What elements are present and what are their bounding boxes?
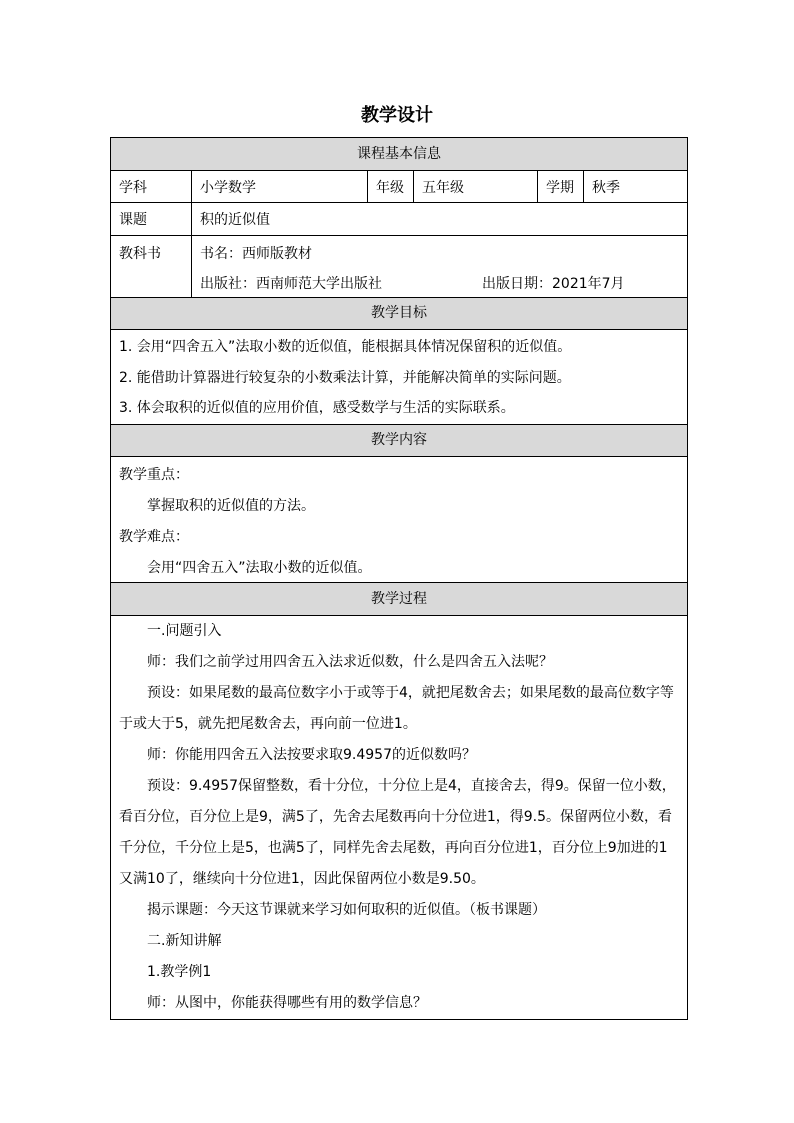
process-paragraph: 二.新知讲解	[147, 933, 222, 949]
process-paragraph: 揭示课题：今天这节课就来学习如何取积的近似值。（板书课题）	[147, 902, 546, 918]
basic-info-header: 课程基本信息	[111, 138, 687, 171]
process-paragraph: 一.问题引入	[147, 623, 222, 639]
term-value: 秋季	[583, 171, 687, 202]
process-paragraph: 预设：如果尾数的最高位数字小于或等于4，就把尾数舍去；如果尾数的最高位数字等于或大于5，就先把尾数舍去，再向前一位进1。	[119, 685, 674, 732]
objective-item: 1. 会用“四舍五入”法取小数的近似值，能根据具体情况保留积的近似值。	[119, 339, 572, 355]
content-header: 教学内容	[111, 425, 687, 457]
process-header: 教学过程	[111, 583, 687, 616]
publisher: 出版社：西南师范大学出版社	[200, 276, 382, 292]
process-paragraph: 师：你能用四舍五入法按要求取9.4957的近似数吗？	[147, 747, 476, 763]
topic-label: 课题	[119, 212, 147, 228]
grade-value: 五年级	[413, 171, 537, 202]
topic-row	[111, 203, 687, 236]
textbook-details	[191, 236, 687, 297]
objectives-header: 教学目标	[111, 298, 687, 330]
lesson-plan-table	[110, 137, 688, 1020]
textbook-label: 教科书	[119, 246, 161, 262]
document-title: 教学设计	[361, 105, 433, 126]
objectives-section	[111, 330, 687, 425]
topic-value: 积的近似值	[191, 203, 687, 235]
process-section	[111, 616, 687, 1019]
content-section	[111, 457, 687, 583]
difficulty-text: 会用“四舍五入”法取小数的近似值。	[147, 560, 372, 576]
subject-row	[111, 171, 687, 203]
objective-item: 3. 体会取积的近似值的应用价值，感受数学与生活的实际联系。	[119, 400, 515, 416]
process-paragraph: 师：我们之前学过用四舍五入法求近似数，什么是四舍五入法呢？	[147, 654, 553, 670]
textbook-row	[111, 236, 687, 298]
objective-item: 2. 能借助计算器进行较复杂的小数乘法计算，并能解决简单的实际问题。	[119, 370, 571, 386]
grade-label: 年级	[367, 171, 413, 202]
difficulty-label: 教学难点：	[119, 529, 189, 545]
process-paragraph: 1.教学例1	[147, 964, 212, 980]
key-point-label: 教学重点：	[119, 467, 189, 483]
key-point-text: 掌握取积的近似值的方法。	[147, 498, 315, 514]
publish-date: 出版日期：2021年7月	[482, 276, 625, 292]
subject-value: 小学数学	[191, 171, 367, 202]
book-name: 书名：西师版教材	[200, 246, 312, 262]
subject-label: 学科	[119, 179, 147, 196]
process-paragraph: 预设：9.4957保留整数，看十分位，十分位上是4，直接舍去，得9。保留一位小数，看百分位，百分位上是9，满5了，先舍去尾数再向十分位进1，得9.5。保留两位小数，看千分位，千分位上是5，也满5了，同样先舍去尾数，再向百分位进1，百分位上9加进的1又满10了，继续向十分位进1，因此保留两位小数是9.50。	[119, 778, 676, 887]
term-label: 学期	[537, 171, 583, 202]
process-paragraph: 师：从图中，你能获得哪些有用的数学信息？	[147, 995, 427, 1011]
